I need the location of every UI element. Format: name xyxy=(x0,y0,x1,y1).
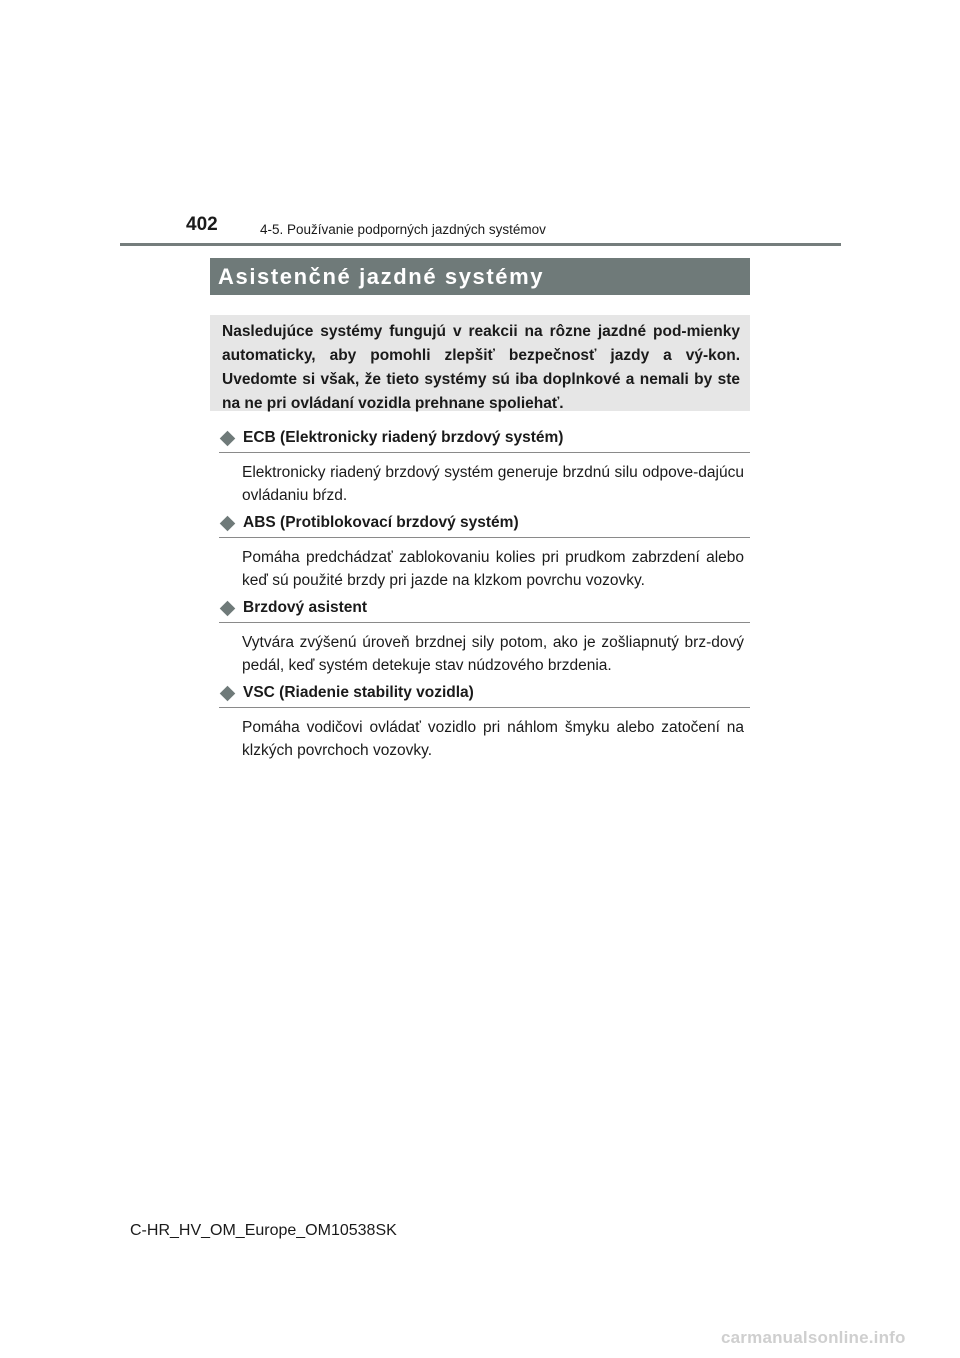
header-rule xyxy=(120,243,841,246)
item-title: ECB (Elektronicky riadený brzdový systém) xyxy=(243,429,564,446)
diamond-bullet-icon xyxy=(220,685,236,701)
item-description: Pomáha vodičovi ovládať vozidlo pri náhlom šmyku alebo zatočení na klzkých povrchoch vozovky. xyxy=(242,719,744,759)
section-banner xyxy=(210,258,750,295)
page-number: 402 xyxy=(186,214,218,235)
item-heading xyxy=(219,427,750,453)
item-description: Vytvára zvýšenú úroveň brzdnej sily potom, ako je zošliapnutý brz-dový pedál, keď systém detekuje stav núdzového brzdenia. xyxy=(242,634,744,674)
chapter-title: 4-5. Používanie podporných jazdných systémov xyxy=(260,222,546,237)
item-title: VSC (Riadenie stability vozidla) xyxy=(243,684,474,701)
item-description: Pomáha predchádzať zablokovaniu kolies pri prudkom zabrzdení alebo keď sú použité brzdy pri jazde na klzkom povrchu vozovky. xyxy=(242,549,744,589)
watermark-link[interactable]: carmanualsonline.info xyxy=(721,1328,906,1347)
document-id: C-HR_HV_OM_Europe_OM10538SK xyxy=(130,1222,397,1239)
intro-text: Nasledujúce systémy fungujú v reakcii na rôzne jazdné pod-mienky automaticky, aby pomohli zlepšiť bezpečnosť jazdy a vý-kon. Uvedomte si však, že tieto systémy sú iba doplnkové a nemali by ste na ne pri ovládaní vozidla prehnane spoliehať. xyxy=(222,323,740,412)
intro-box xyxy=(210,315,750,411)
diamond-bullet-icon xyxy=(220,515,236,531)
section-title: Asistenčné jazdné systémy xyxy=(218,263,545,289)
item-title: Brzdový asistent xyxy=(243,599,368,616)
list-item xyxy=(219,597,750,677)
diamond-bullet-icon xyxy=(220,430,236,446)
list-item xyxy=(219,427,750,507)
item-heading xyxy=(219,597,750,623)
item-heading xyxy=(219,682,750,708)
item-heading xyxy=(219,512,750,538)
item-description: Elektronicky riadený brzdový systém generuje brzdnú silu odpove-dajúcu ovládaniu bŕzd. xyxy=(242,464,744,504)
list-item xyxy=(219,682,750,762)
diamond-bullet-icon xyxy=(220,600,236,616)
list-item xyxy=(219,512,750,592)
item-title: ABS (Protiblokovací brzdový systém) xyxy=(243,514,519,531)
